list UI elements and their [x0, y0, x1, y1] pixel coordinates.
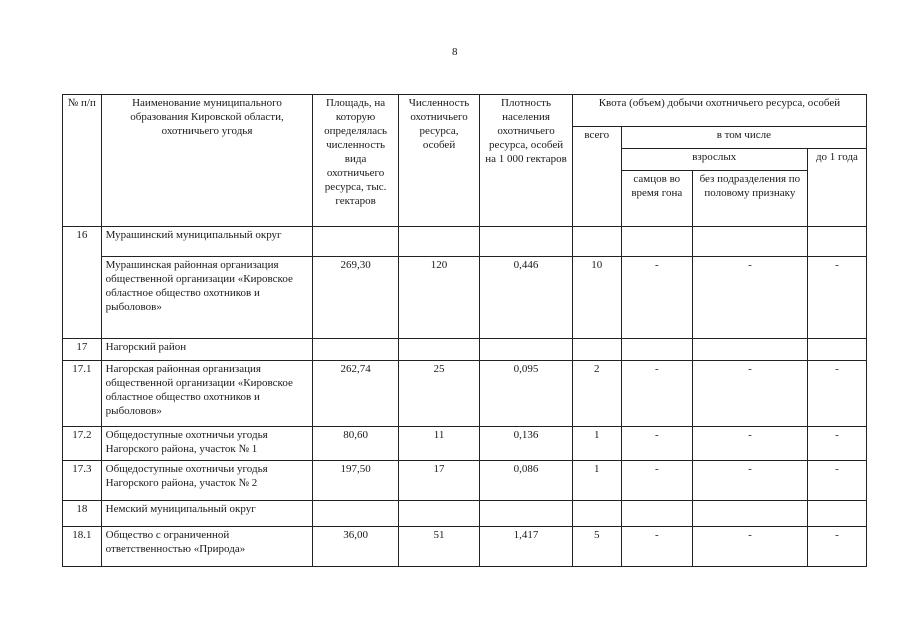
cell-no-sex: - [692, 461, 807, 501]
cell-name: Мурашинская районная организация общественной организации «Кировское областное общество охотников и рыболовов» [101, 257, 313, 339]
cell-area: 80,60 [313, 427, 398, 461]
cell-no-sex: - [692, 427, 807, 461]
cell-area [313, 339, 398, 361]
header-no-sex: без подразделения по половому признаку [692, 171, 807, 227]
cell-count: 17 [398, 461, 479, 501]
cell-males [621, 339, 692, 361]
table-row [63, 501, 867, 527]
cell-count [398, 227, 479, 257]
cell-name: Общество с ограниченной ответственностью «Природа» [101, 527, 313, 567]
cell-males: - [621, 527, 692, 567]
table-row [63, 527, 867, 567]
cell-males: - [621, 427, 692, 461]
cell-males: - [621, 461, 692, 501]
cell-total: 1 [572, 427, 621, 461]
cell-density [480, 227, 573, 257]
cell-num: 17.1 [63, 361, 102, 427]
header-including: в том числе [621, 127, 866, 149]
cell-num: 18 [63, 501, 102, 527]
cell-males [621, 227, 692, 257]
table-row [63, 461, 867, 501]
cell-total: 5 [572, 527, 621, 567]
page-number: 8 [452, 46, 458, 58]
cell-under1: - [807, 427, 866, 461]
cell-under1: - [807, 361, 866, 427]
header-num: № п/п [63, 95, 102, 227]
cell-males: - [621, 257, 692, 339]
cell-under1 [807, 339, 866, 361]
cell-count: 25 [398, 361, 479, 427]
cell-num: 17 [63, 339, 102, 361]
cell-num: 17.3 [63, 461, 102, 501]
table-row [63, 339, 867, 361]
cell-no-sex: - [692, 361, 807, 427]
cell-no-sex: - [692, 257, 807, 339]
cell-area: 262,74 [313, 361, 398, 427]
cell-density: 1,417 [480, 527, 573, 567]
cell-density: 0,136 [480, 427, 573, 461]
cell-name: Общедоступные охотничьи угодья Нагорского района, участок № 2 [101, 461, 313, 501]
cell-no-sex: - [692, 527, 807, 567]
cell-name: Немский муниципальный округ [101, 501, 313, 527]
cell-density: 0,095 [480, 361, 573, 427]
cell-under1 [807, 501, 866, 527]
cell-under1 [807, 227, 866, 257]
cell-total [572, 339, 621, 361]
cell-area: 197,50 [313, 461, 398, 501]
cell-name: Нагорская районная организация общественной организации «Кировское областное общество охотников и рыболовов» [101, 361, 313, 427]
cell-under1: - [807, 461, 866, 501]
table-row [63, 427, 867, 461]
cell-under1: - [807, 527, 866, 567]
cell-num: 17.2 [63, 427, 102, 461]
header-count: Численность охотничьего ресурса, особей [398, 95, 479, 227]
quota-table [62, 94, 867, 567]
header-density: Плотность населения охотничьего ресурса, особей на 1 000 гектаров [480, 95, 573, 227]
cell-area [313, 227, 398, 257]
cell-no-sex [692, 227, 807, 257]
header-area: Площадь, на которую определялась численность вида охотничьего ресурса, тыс. гектаров [313, 95, 398, 227]
cell-count [398, 339, 479, 361]
table-row [63, 257, 867, 339]
cell-density: 0,086 [480, 461, 573, 501]
cell-total: 10 [572, 257, 621, 339]
cell-total [572, 501, 621, 527]
cell-count: 51 [398, 527, 479, 567]
cell-no-sex [692, 501, 807, 527]
table-row [63, 361, 867, 427]
cell-total [572, 227, 621, 257]
cell-area: 36,00 [313, 527, 398, 567]
header-quota: Квота (объем) добычи охотничьего ресурса, особей [572, 95, 866, 127]
cell-no-sex [692, 339, 807, 361]
cell-density [480, 339, 573, 361]
header-total: всего [572, 127, 621, 227]
cell-total: 1 [572, 461, 621, 501]
cell-area [313, 501, 398, 527]
cell-num: 18.1 [63, 527, 102, 567]
cell-males: - [621, 361, 692, 427]
cell-area: 269,30 [313, 257, 398, 339]
table-row [63, 227, 867, 257]
header-males: самцов во время гона [621, 171, 692, 227]
cell-total: 2 [572, 361, 621, 427]
cell-name: Мурашинский муниципальный округ [101, 227, 313, 257]
cell-males [621, 501, 692, 527]
cell-under1: - [807, 257, 866, 339]
cell-num: 16 [63, 227, 102, 339]
cell-count: 11 [398, 427, 479, 461]
cell-density: 0,446 [480, 257, 573, 339]
header-under1: до 1 года [807, 149, 866, 227]
cell-count: 120 [398, 257, 479, 339]
header-name: Наименование муниципального образования Кировской области, охотничьего угодья [101, 95, 313, 227]
cell-density [480, 501, 573, 527]
cell-name: Общедоступные охотничьи угодья Нагорского района, участок № 1 [101, 427, 313, 461]
cell-count [398, 501, 479, 527]
cell-name: Нагорский район [101, 339, 313, 361]
header-adults: взрослых [621, 149, 807, 171]
